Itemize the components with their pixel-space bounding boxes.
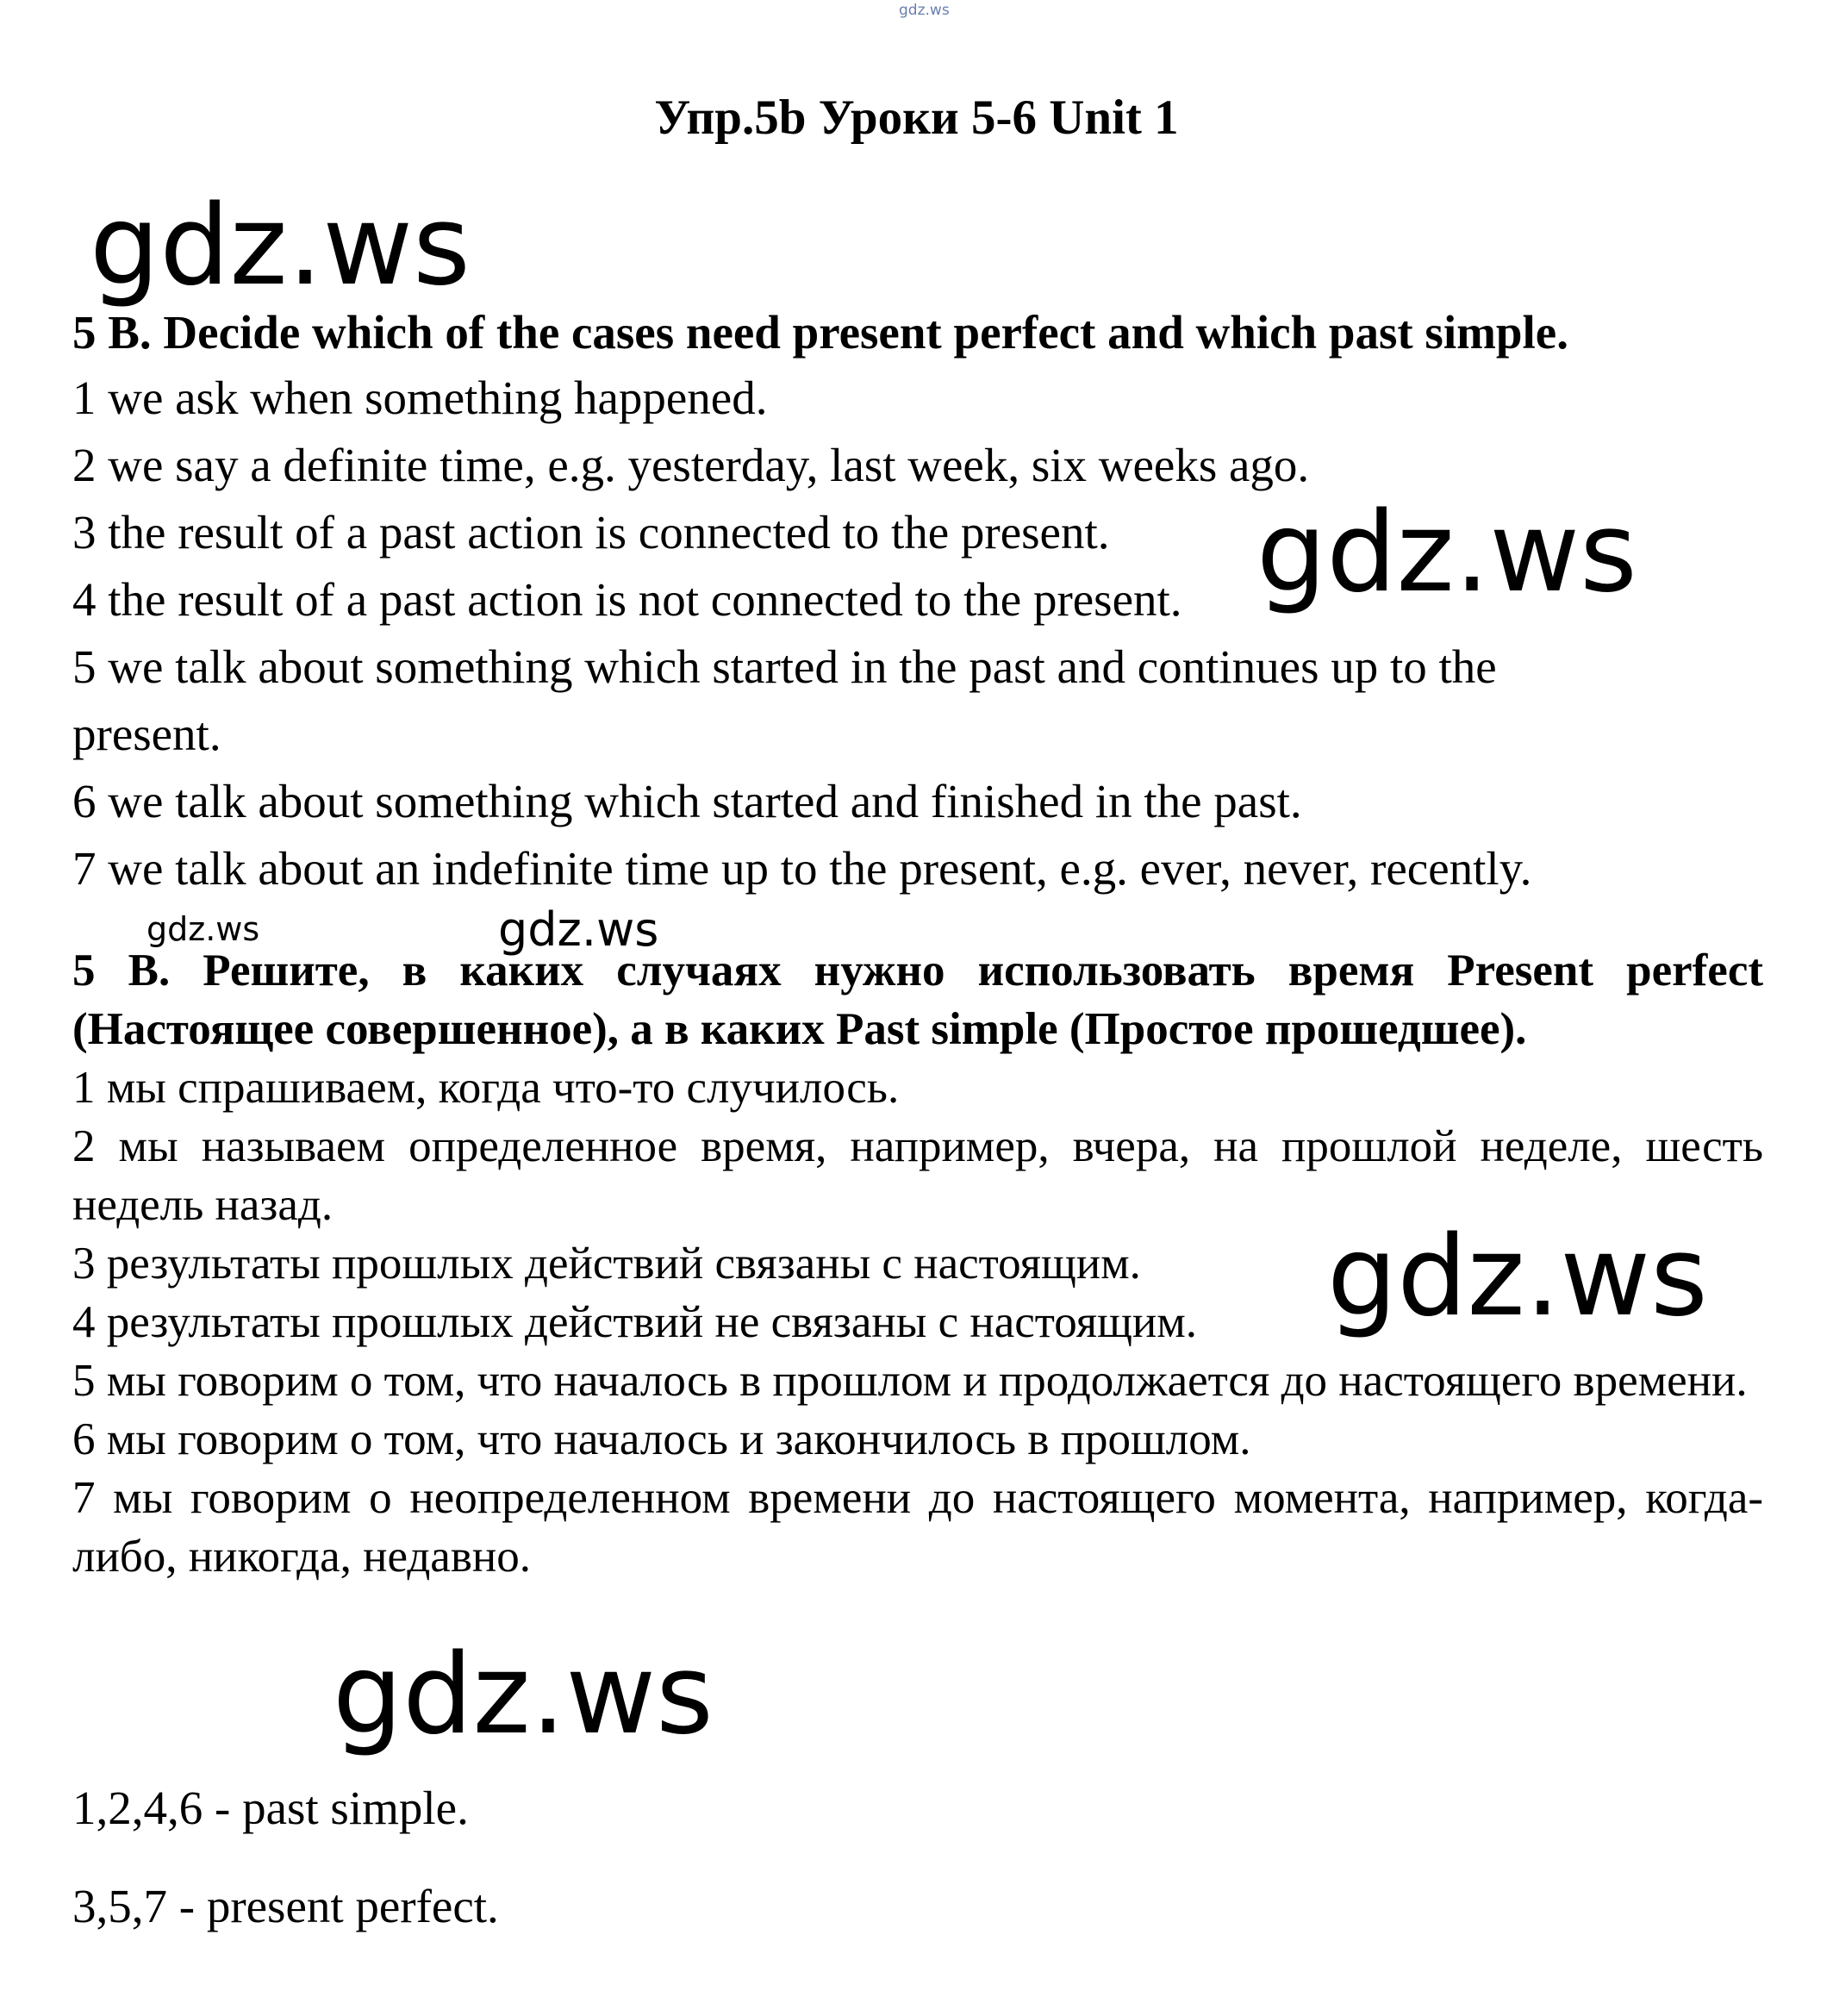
answer-past-simple: 1,2,4,6 - past simple.: [72, 1782, 469, 1834]
english-item-3: 3 the result of a past action is connected to the present.: [72, 506, 1110, 559]
watermark-large-1: gdz.ws: [90, 182, 471, 310]
watermark-large-4: gdz.ws: [333, 1631, 714, 1759]
watermark-large-2: gdz.ws: [1256, 489, 1637, 617]
russian-item-5: 5 мы говорим о том, что началось в прошлом и продолжается до настоящего времени.: [72, 1356, 1748, 1406]
english-item-5: 5 we talk about something which started in the past and continues up to the: [72, 640, 1497, 693]
english-item-4: 4 the result of a past action is not connected to the present.: [72, 573, 1182, 626]
russian-item-1: 1 мы спрашиваем, когда что-то случилось.: [72, 1063, 900, 1113]
english-item-1: 1 we ask when something happened.: [72, 371, 768, 424]
watermark-medium-1: gdz.ws: [498, 902, 659, 957]
english-item-2: 2 we say a definite time, e.g. yesterday, last week, six weeks ago.: [72, 439, 1310, 491]
english-heading: 5 B. Decide which of the cases need present perfect and which past simple.: [72, 306, 1568, 359]
watermark-large-3: gdz.ws: [1327, 1213, 1708, 1341]
english-item-6: 6 we talk about something which started and finished in the past.: [72, 775, 1302, 827]
watermark-top-small: gdz.ws: [899, 2, 950, 19]
russian-item-4: 4 результаты прошлых действий не связаны с настоящим.: [72, 1297, 1198, 1347]
russian-section: [72, 941, 1763, 1586]
page-title: Упр.5b Уроки 5-6 Unit 1: [654, 91, 1179, 145]
russian-item-7: 7 мы говорим о неопределенном времени до настоящего момента, например, когда-либо, никогда, недавно.: [72, 1473, 1763, 1582]
russian-heading: 5 B. Решите, в каких случаях нужно использовать время Present perfect (Настоящее совершенное), а в каких Past simple (Простое прошедшее).: [72, 946, 1763, 1054]
watermark-small-1: gdz.ws: [147, 910, 260, 948]
answer-present-perfect: 3,5,7 - present perfect.: [72, 1880, 499, 1932]
english-item-7: 7 we talk about an indefinite time up to the present, e.g. ever, never, recently.: [72, 842, 1532, 895]
russian-item-6: 6 мы говорим о том, что началось и закончилось в прошлом.: [72, 1414, 1251, 1464]
russian-item-2: 2 мы называем определенное время, например, вчера, на прошлой неделе, шесть недель назад.: [72, 1121, 1763, 1230]
english-item-5-cont: present.: [72, 708, 221, 760]
russian-item-3: 3 результаты прошлых действий связаны с настоящим.: [72, 1239, 1141, 1289]
